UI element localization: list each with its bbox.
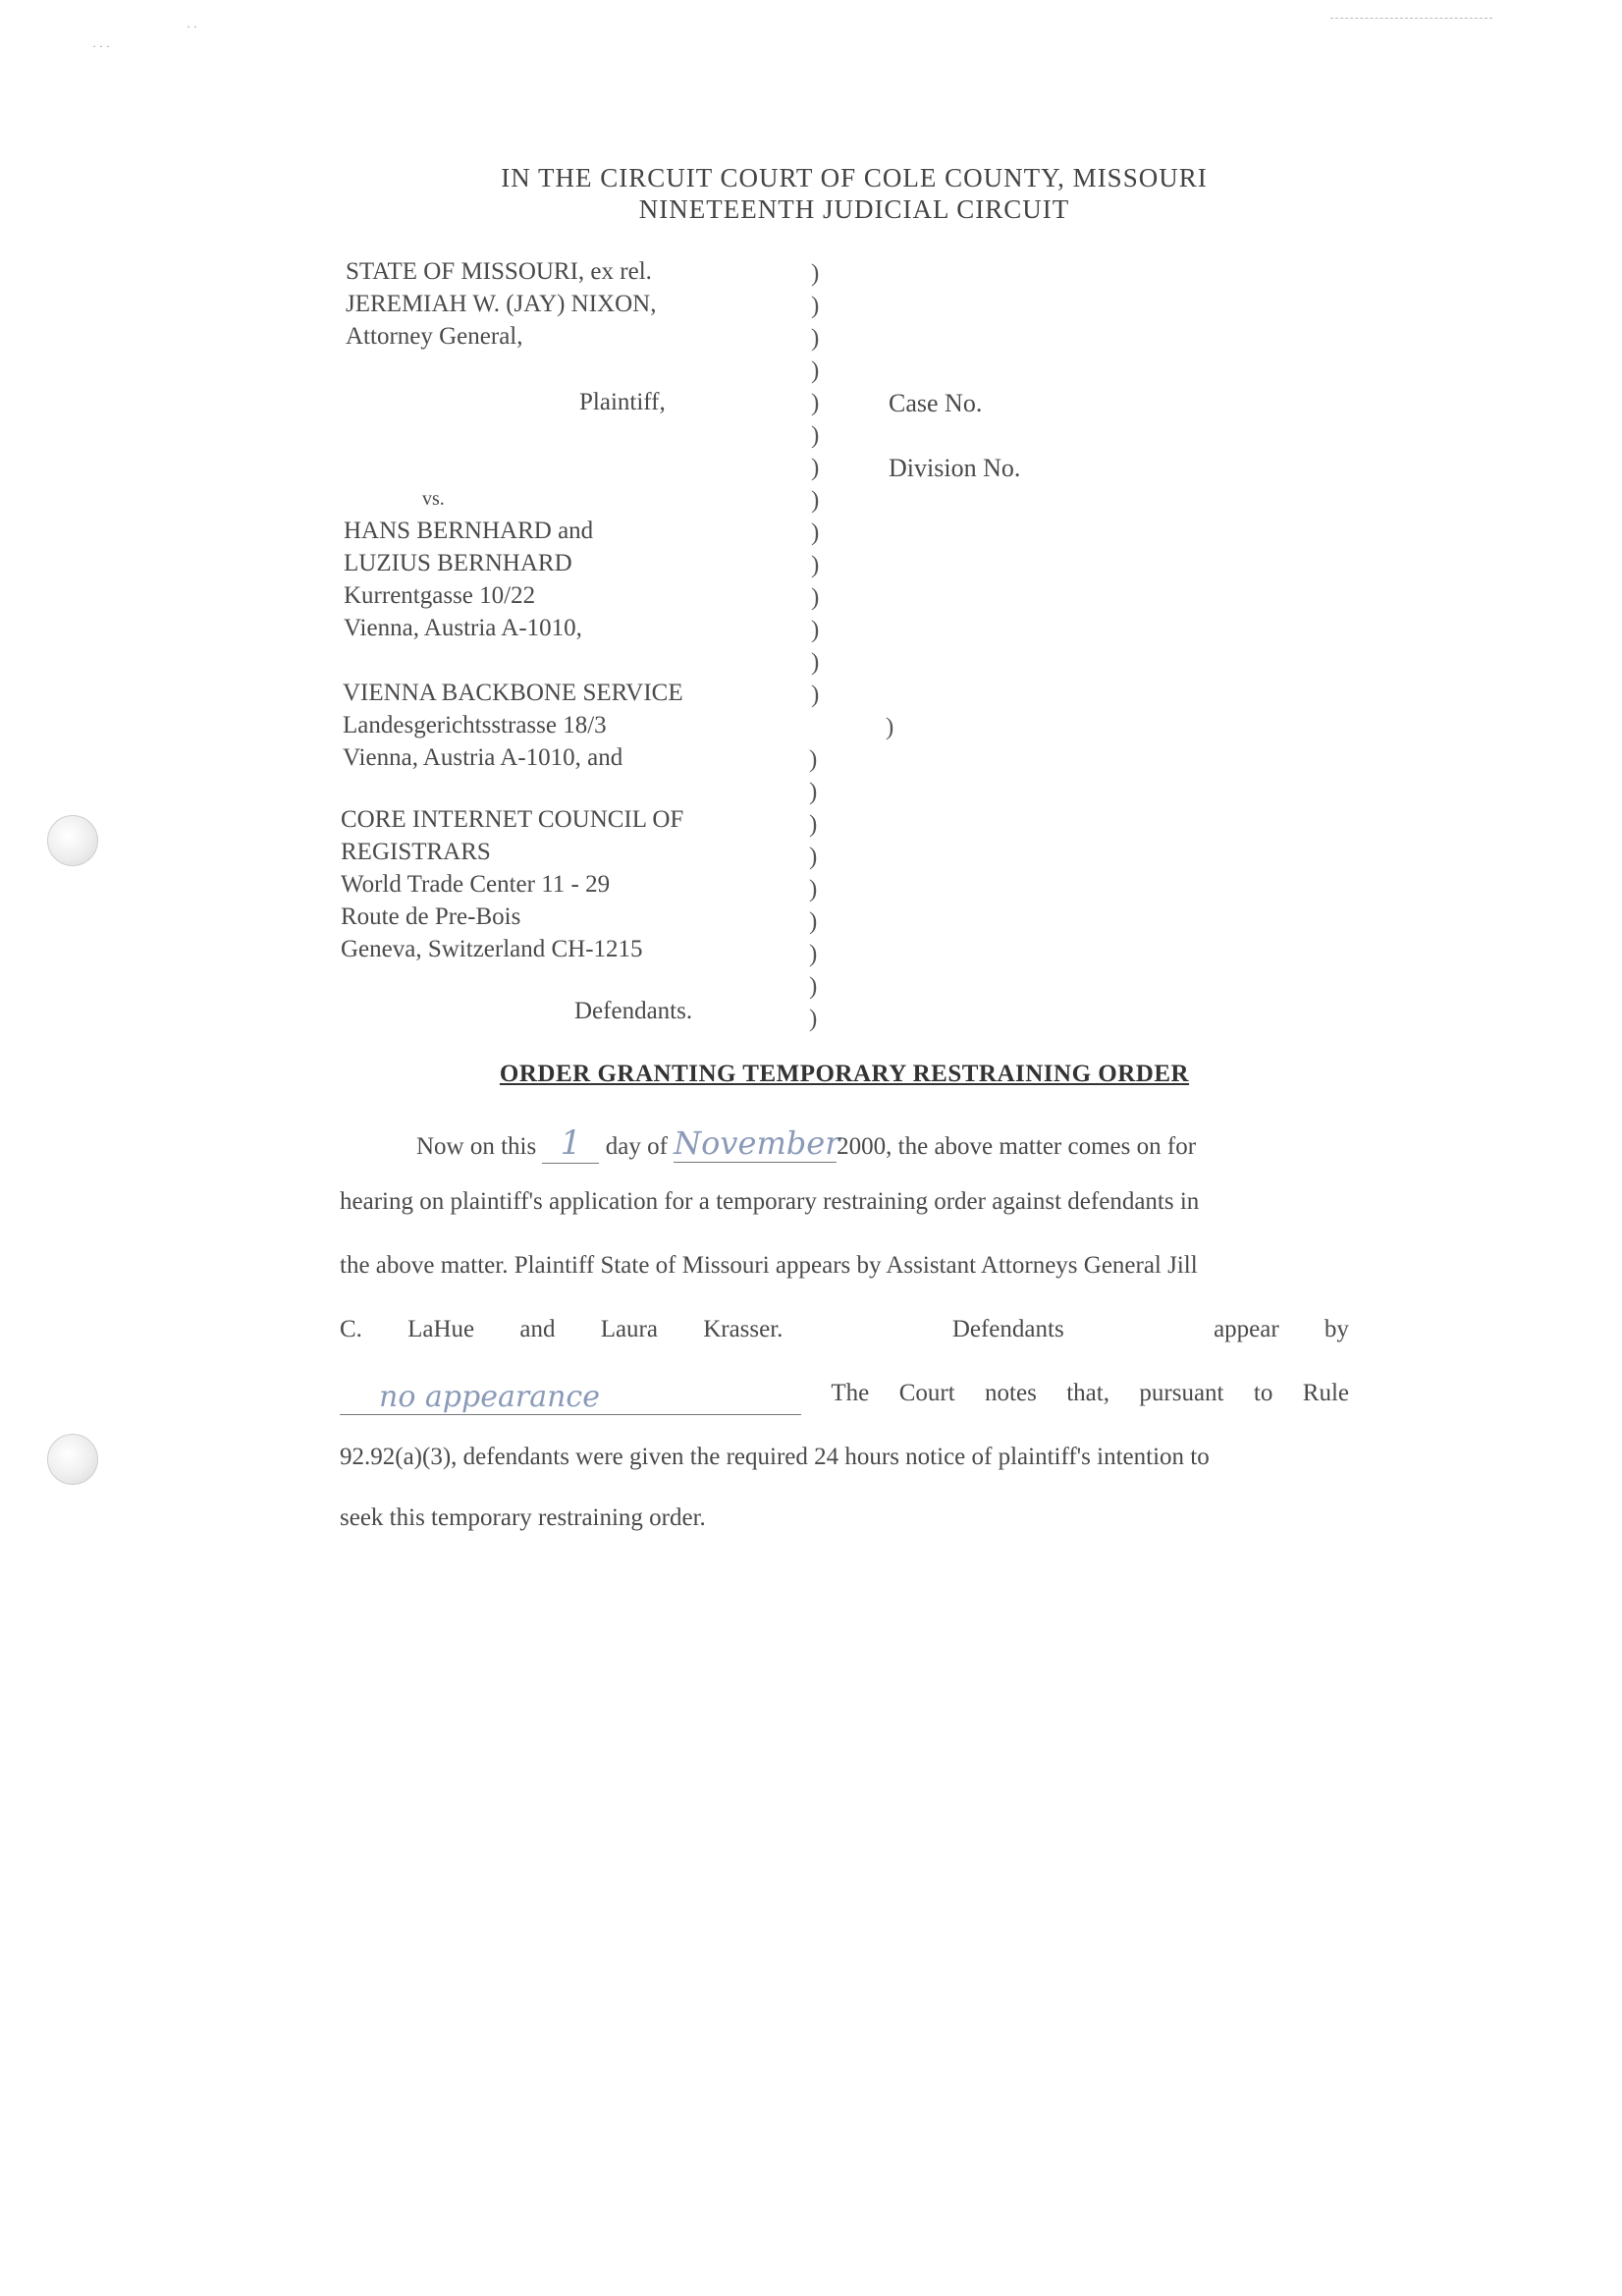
- order-word: C.: [340, 1316, 362, 1342]
- order-paragraph-line-6: [340, 1444, 1349, 1471]
- handwritten-day: 1: [560, 1123, 582, 1163]
- caption-paren: ): [809, 1006, 818, 1032]
- scan-speck: · ·: [187, 20, 197, 33]
- case-number-label: Case No.: [889, 389, 983, 417]
- defendant-line: VIENNA BACKBONE SERVICE: [343, 680, 683, 706]
- scan-edge-line: [1330, 18, 1492, 19]
- caption-paren: ): [811, 260, 820, 287]
- day-blank: [542, 1123, 599, 1164]
- order-text: the above matter. Plaintiff State of Missouri appears by Assistant Attorneys General Jill: [340, 1252, 1198, 1279]
- defendant-line: LUZIUS BERNHARD: [344, 550, 572, 576]
- order-word: LaHue: [407, 1316, 475, 1342]
- order-title: ORDER GRANTING TEMPORARY RESTRAINING ORDER: [499, 1061, 1190, 1087]
- order-word: Laura: [600, 1316, 658, 1342]
- caption-paren: ): [809, 779, 818, 805]
- punch-hole: [47, 1434, 98, 1485]
- spacer: [1109, 1316, 1168, 1343]
- defendant-line: World Trade Center 11 - 29: [341, 871, 611, 898]
- plaintiff-label: Plaintiff,: [579, 389, 666, 415]
- caption-paren: ): [811, 552, 820, 578]
- court-name: IN THE CIRCUIT COURT OF COLE COUNTY, MISSOURI: [501, 163, 1208, 192]
- appearance-blank: [340, 1380, 801, 1415]
- caption-paren: ): [811, 584, 820, 611]
- caption-paren: ): [811, 617, 820, 643]
- order-paragraph-line-5: [340, 1380, 1349, 1415]
- versus: vs.: [422, 488, 445, 510]
- order-word: and: [519, 1316, 556, 1342]
- order-text: 92.92(a)(3), defendants were given the required 24 hours notice of plaintiff's intention to: [340, 1444, 1210, 1470]
- caption-paren: ): [811, 487, 820, 514]
- caption-paren: ): [809, 973, 818, 1000]
- defendant-line: REGISTRARS: [341, 839, 491, 865]
- caption-paren: ): [811, 649, 820, 676]
- order-word: to: [1253, 1380, 1273, 1406]
- month-blank: [674, 1124, 840, 1163]
- caption-paren: ): [886, 714, 894, 740]
- order-word: Court: [898, 1380, 955, 1406]
- handwritten-appearance: no appearance: [379, 1380, 600, 1414]
- order-text: 2000, the above matter comes on for: [837, 1133, 1197, 1160]
- order-word: Rule: [1302, 1380, 1349, 1406]
- defendants-label: Defendants.: [574, 998, 693, 1024]
- order-word: that,: [1066, 1380, 1109, 1406]
- caption-paren: ): [809, 746, 818, 773]
- caption-paren: ): [811, 390, 820, 416]
- defendant-line: HANS BERNHARD and: [344, 518, 594, 544]
- caption-paren: ): [811, 357, 820, 384]
- defendant-line: Landesgerichtsstrasse 18/3: [343, 712, 607, 738]
- handwritten-month: November: [674, 1124, 840, 1162]
- plaintiff-line: STATE OF MISSOURI, ex rel.: [346, 258, 652, 285]
- caption-paren: ): [811, 422, 820, 449]
- caption-paren: ): [811, 293, 820, 319]
- defendant-line: Kurrentgasse 10/22: [344, 582, 536, 609]
- caption-paren: ): [811, 455, 820, 481]
- caption-paren: ): [811, 682, 820, 708]
- order-paragraph-line-7: seek this temporary restraining order.: [340, 1504, 706, 1531]
- scan-speck: · · ·: [92, 39, 110, 53]
- order-text: hearing on plaintiff's application for a temporary restraining order against defendants in: [340, 1188, 1200, 1215]
- order-text: day of: [605, 1133, 668, 1160]
- defendant-line: Geneva, Switzerland CH-1215: [341, 936, 643, 962]
- caption-paren: ): [809, 876, 818, 902]
- defendant-line: Vienna, Austria A-1010,: [344, 615, 582, 641]
- caption-paren: ): [811, 519, 820, 546]
- order-text: Now on this: [416, 1133, 537, 1160]
- division-number-label: Division No.: [889, 454, 1021, 482]
- circuit-name: NINETEENTH JUDICIAL CIRCUIT: [638, 194, 1070, 224]
- spacer: [829, 1316, 907, 1343]
- caption-paren: ): [809, 844, 818, 870]
- order-paragraph-line-2: [340, 1188, 1349, 1216]
- defendant-line: CORE INTERNET COUNCIL OF: [341, 806, 684, 833]
- caption-paren: ): [811, 325, 820, 352]
- order-word: Defendants: [951, 1316, 1064, 1342]
- order-paragraph-line-4: [340, 1316, 1349, 1343]
- caption-paren: ): [809, 908, 818, 935]
- order-word: pursuant: [1139, 1380, 1224, 1406]
- defendant-line: Vienna, Austria A-1010, and: [343, 744, 623, 771]
- order-word: by: [1324, 1316, 1349, 1342]
- order-paragraph-line-3: [340, 1252, 1349, 1280]
- plaintiff-line: JEREMIAH W. (JAY) NIXON,: [346, 291, 657, 317]
- order-paragraph-line-1: [416, 1123, 1196, 1164]
- order-word: The: [831, 1380, 870, 1406]
- order-word: notes: [985, 1380, 1037, 1406]
- defendant-line: Route de Pre-Bois: [341, 903, 521, 930]
- order-word: appear: [1214, 1316, 1279, 1342]
- caption-paren: ): [809, 811, 818, 838]
- punch-hole: [47, 815, 98, 866]
- plaintiff-line: Attorney General,: [346, 323, 523, 350]
- caption-paren: ): [809, 941, 818, 967]
- order-word: Krasser.: [703, 1316, 784, 1342]
